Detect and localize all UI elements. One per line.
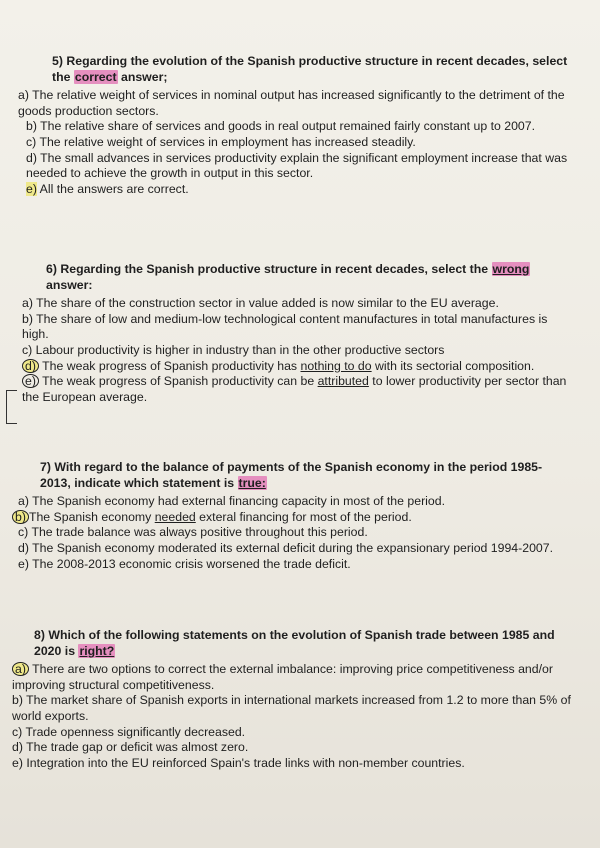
option-6e-marker: e) [22, 374, 39, 388]
option-6b: b) The share of low and medium-low technological content manufactures in total manufactures is high. [22, 311, 548, 342]
option-5e-marker: e) [26, 181, 37, 196]
pencil-bracket-mark [6, 390, 17, 424]
question-8-title: 8) Which of the following statements on the evolution of Spanish trade between 1985 and 2020 is right? [34, 628, 555, 658]
question-6-title: 6) Regarding the Spanish productive structure in recent decades, select the wrong answer: [46, 262, 530, 292]
highlight-right: right? [79, 643, 115, 658]
question-6 [12, 262, 572, 405]
option-5a: a) The relative weight of services in nominal output has increased significantly to the detriment of the goods production sectors. [18, 88, 565, 118]
option-5d: d) The small advances in services productivity explain the significant employment increase that was needed to achieve the growth in output in this sector. [26, 150, 568, 181]
option-8b: b) The market share of Spanish exports in international markets increased from 1.2 to more than 5% of world exports. [12, 693, 571, 723]
option-6d: d) The weak progress of Spanish productivity has nothing to do with its sectorial composition. [12, 359, 572, 375]
question-8 [12, 628, 572, 771]
option-5c: c) The relative weight of services in employment has increased steadily. [26, 134, 416, 149]
highlight-wrong: wrong [492, 262, 530, 276]
option-7b-marker: b) [12, 510, 29, 524]
option-8d: d) The trade gap or deficit was almost zero. [12, 740, 249, 755]
option-6a: a) The share of the construction sector in value added is now similar to the EU average. [22, 296, 499, 311]
option-6c: c) Labour productivity is higher in industry than in the other productive sectors [22, 342, 445, 357]
option-8c: c) Trade openness significantly decreased. [12, 724, 246, 739]
option-7b: b) The Spanish economy needed exteral financing for most of the period. [12, 510, 572, 526]
highlight-correct: correct [74, 69, 117, 84]
option-6e: e) The weak progress of Spanish productivity can be attributed to lower productivity per sector than the European average. [22, 374, 567, 404]
option-5e: e) All the answers are correct. [26, 181, 189, 196]
question-5 [12, 54, 572, 197]
option-5b: b) The relative share of services and goods in real output remained fairly constant up to 2007. [26, 119, 536, 134]
question-7 [12, 460, 572, 572]
question-7-title: 7) With regard to the balance of payments of the Spanish economy in the period 1985-2013, indicate which statement is true: [40, 460, 543, 490]
option-7a: a) The Spanish economy had external financing capacity in most of the period. [18, 494, 445, 509]
option-8e: e) Integration into the EU reinforced Spain's trade links with non-member countries. [12, 755, 465, 770]
option-7d: d) The Spanish economy moderated its external deficit during the expansionary period 1994-2007. [18, 540, 554, 555]
question-5-title: 5) Regarding the evolution of the Spanish productive structure in recent decades, select the correct answer; [52, 54, 568, 84]
option-8a-marker: a) [12, 662, 29, 676]
highlight-true: true: [238, 475, 266, 490]
option-7e: e) The 2008-2013 economic crisis worsened the trade deficit. [18, 556, 351, 571]
option-8a: a) There are two options to correct the external imbalance: improving price competitiveness and/or improving structural competitiveness. [12, 662, 553, 692]
option-7c: c) The trade balance was always positive throughout this period. [18, 525, 368, 540]
option-6d-marker: d) [22, 359, 39, 373]
